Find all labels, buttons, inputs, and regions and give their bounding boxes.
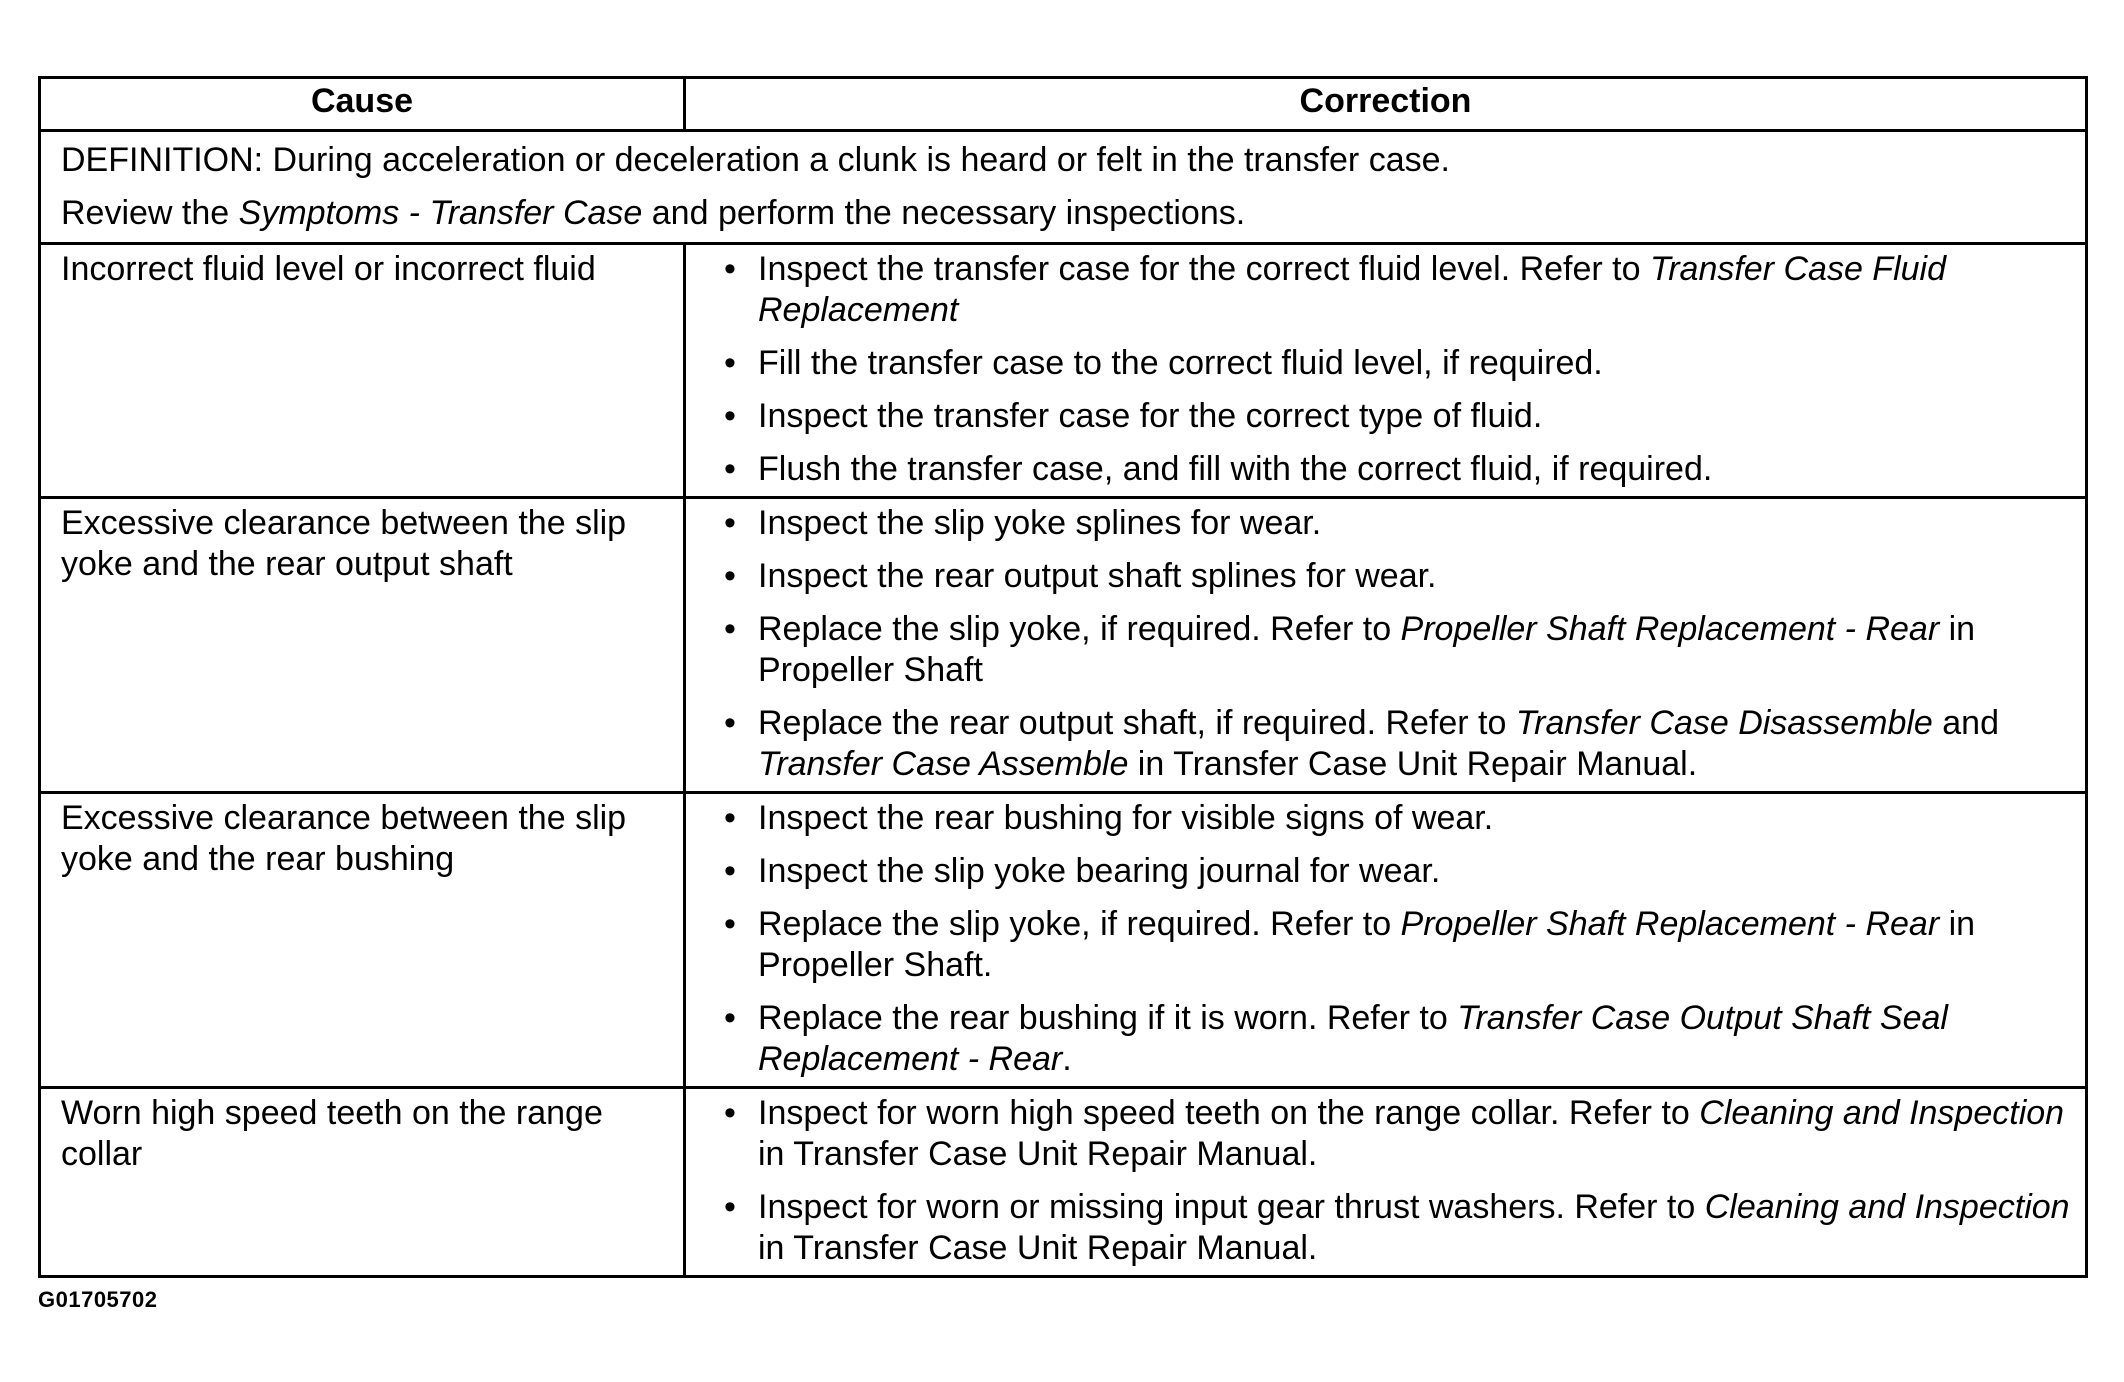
list-item: [702, 556, 2071, 597]
list-item: [702, 851, 2071, 892]
reference-text: Transfer Case Disassemble: [1515, 704, 1933, 742]
bullet-icon: •: [724, 557, 736, 595]
definition-cell: [41, 132, 1470, 242]
bullet-icon: •: [724, 610, 736, 648]
table-row: [41, 791, 2085, 1086]
item-text: Fill the transfer case to the correct fluid level, if required.: [758, 344, 1603, 382]
cause-cell: Excessive clearance between the slip yoke and the rear bushing: [41, 794, 686, 1086]
list-item: [702, 998, 2071, 1080]
item-text: in Transfer Case Unit Repair Manual.: [758, 1229, 1318, 1267]
header-correction: Correction: [1299, 82, 1472, 120]
item-text: Replace the slip yoke, if required. Refer to: [758, 610, 1401, 648]
bullet-icon: •: [724, 1094, 736, 1132]
correction-cell: [686, 499, 2085, 791]
item-text: and: [1932, 704, 2000, 742]
item-text: Inspect the rear output shaft splines for wear.: [758, 557, 1437, 595]
item-text: in Transfer Case Unit Repair Manual.: [758, 1135, 1318, 1173]
correction-list: [702, 503, 2071, 785]
definition-text: DEFINITION: During acceleration or deceleration a clunk is heard or felt in the transfer case.: [61, 141, 1450, 179]
list-item: [702, 503, 2071, 544]
bullet-icon: •: [724, 852, 736, 890]
definition-row: [41, 129, 2085, 242]
reference-text: Propeller Shaft Replacement - Rear: [1400, 905, 1940, 943]
list-item: [702, 904, 2071, 986]
list-item: [702, 609, 2071, 691]
cause-cell: Excessive clearance between the slip yoke and the rear output shaft: [41, 499, 686, 791]
bullet-icon: •: [724, 450, 736, 488]
list-item: [702, 396, 2071, 437]
list-item: [702, 703, 2071, 785]
item-text: in Transfer Case Unit Repair Manual.: [1128, 745, 1698, 783]
table-header-row: [41, 79, 2085, 129]
reference-text: Propeller Shaft Replacement - Rear: [1400, 610, 1940, 648]
item-text: Replace the rear output shaft, if required. Refer to: [758, 704, 1516, 742]
cause-cell: Worn high speed teeth on the range collar: [41, 1089, 686, 1275]
cause-cell: Incorrect fluid level or incorrect fluid: [41, 245, 686, 496]
symptoms-reference: Symptoms - Transfer Case: [238, 194, 643, 232]
item-text: Replace the rear bushing if it is worn. Refer to: [758, 999, 1458, 1037]
item-text: Replace the slip yoke, if required. Refer to: [758, 905, 1401, 943]
item-text: Inspect the slip yoke splines for wear.: [758, 504, 1322, 542]
reference-text: Transfer Case Fluid Replacement: [758, 250, 1946, 329]
item-text: Inspect the transfer case for the correct type of fluid.: [758, 397, 1543, 435]
item-text: in Propeller Shaft: [758, 610, 1976, 689]
reference-text: Transfer Case Assemble: [758, 745, 1129, 783]
correction-list: [702, 249, 2071, 490]
correction-list: [702, 798, 2071, 1080]
list-item: [702, 249, 2071, 331]
bullet-icon: •: [724, 999, 736, 1037]
review-text-post: and perform the necessary inspections.: [642, 194, 1246, 232]
list-item: [702, 1187, 2071, 1269]
item-text: in Propeller Shaft.: [758, 905, 1976, 984]
diagnostic-table: [38, 76, 2088, 1278]
list-item: [702, 343, 2071, 384]
bullet-icon: •: [724, 704, 736, 742]
item-text: Inspect for worn high speed teeth on the range collar. Refer to: [758, 1094, 1700, 1132]
item-text: Inspect the slip yoke bearing journal for wear.: [758, 852, 1441, 890]
correction-list: [702, 1093, 2071, 1269]
list-item: [702, 1093, 2071, 1175]
item-text: Inspect the rear bushing for visible signs of wear.: [758, 799, 1494, 837]
bullet-icon: •: [724, 905, 736, 943]
reference-text: Transfer Case Output Shaft Seal Replacement - Rear: [758, 999, 1948, 1078]
item-text: Inspect the transfer case for the correct fluid level. Refer to: [758, 250, 1650, 288]
bullet-icon: •: [724, 250, 736, 288]
reference-text: Cleaning and Inspection: [1704, 1188, 2070, 1226]
review-text-pre: Review the: [61, 194, 239, 232]
bullet-icon: •: [724, 1188, 736, 1226]
table-row: [41, 1086, 2085, 1275]
list-item: [702, 798, 2071, 839]
header-cause: Cause: [41, 79, 686, 129]
bullet-icon: •: [724, 397, 736, 435]
table-row: [41, 496, 2085, 791]
list-item: [702, 449, 2071, 490]
figure-id: G01705702: [38, 1287, 158, 1312]
reference-text: Cleaning and Inspection: [1699, 1094, 2065, 1132]
item-text: Inspect for worn or missing input gear thrust washers. Refer to: [758, 1188, 1705, 1226]
correction-cell: [686, 1089, 2085, 1275]
item-text: .: [1062, 1040, 1072, 1078]
bullet-icon: •: [724, 504, 736, 542]
correction-cell: [686, 794, 2085, 1086]
item-text: Flush the transfer case, and fill with the correct fluid, if required.: [758, 450, 1713, 488]
review-text: [61, 193, 1450, 234]
table-row: [41, 242, 2085, 496]
bullet-icon: •: [724, 799, 736, 837]
correction-cell: [686, 245, 2085, 496]
bullet-icon: •: [724, 344, 736, 382]
